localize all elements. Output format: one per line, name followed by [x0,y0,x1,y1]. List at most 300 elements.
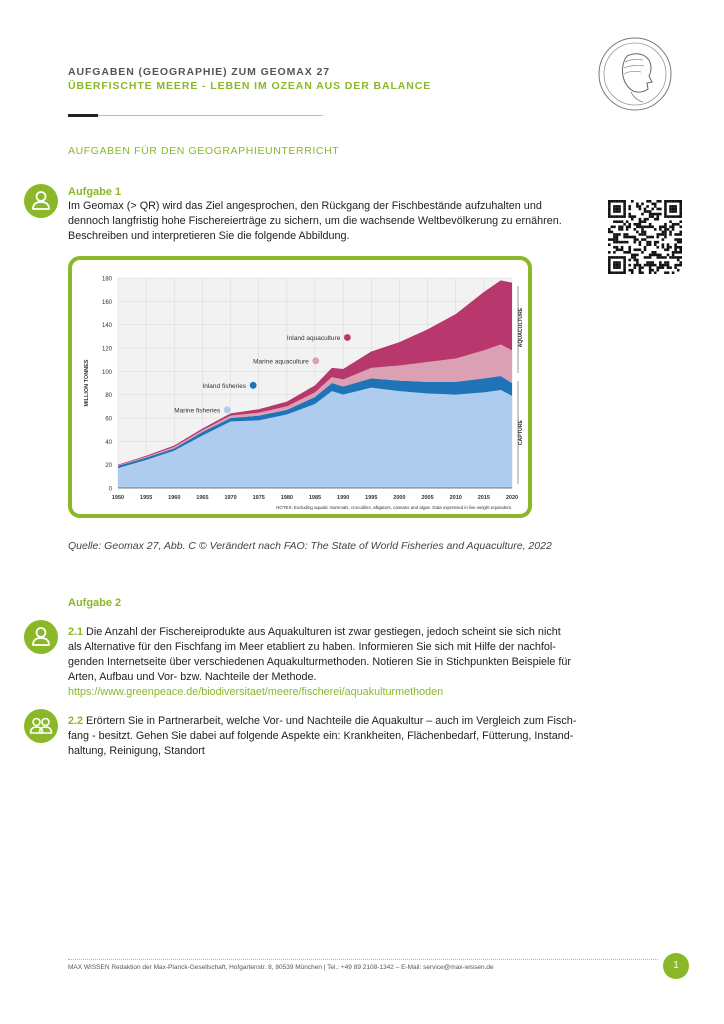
qr-module [651,208,654,211]
x-tick-label: 1950 [111,495,125,501]
qr-finder-module [608,259,611,262]
chart-frame [68,256,532,518]
qr-module [636,231,639,234]
qr-module [628,215,631,218]
qr-finder-module [664,208,667,211]
qr-module [613,233,616,236]
page-header-title: AUFGABEN (GEOGRAPHIE) ZUM GEOMAX 27 [68,66,330,78]
qr-module [613,246,616,249]
qr-module [636,238,639,241]
qr-finder-module [669,210,672,213]
qr-module [639,266,642,269]
x-tick-label: 2020 [505,495,519,501]
qr-module [618,233,621,236]
qr-module [631,269,634,272]
qr-module [621,220,624,223]
qr-module [616,241,619,244]
qr-module [618,248,621,251]
qr-finder-module [616,208,619,211]
qr-module [674,246,677,249]
qr-finder-module [623,266,626,269]
qr-finder-module [667,200,670,203]
qr-module [677,223,680,226]
qr-module [639,243,642,246]
task2-2-line: haltung, Reinigung, Standort [68,745,205,757]
fisheries-aquaculture-chart [72,260,528,514]
qr-module [639,241,642,244]
qr-finder-module [616,261,619,264]
qr-finder-module [608,266,611,269]
qr-module [651,251,654,254]
x-tick-label: 1955 [140,495,153,501]
legend-label: Marine aquaculture [253,358,309,366]
qr-module [644,264,647,267]
qr-module [628,236,631,239]
qr-module [667,254,670,257]
qr-finder-module [679,213,682,216]
task2-2-number: 2.2 [68,715,84,727]
qr-module [639,271,642,274]
qr-finder-module [616,264,619,267]
qr-module [636,248,639,251]
qr-module [636,254,639,257]
qr-module [654,228,657,231]
qr-module [636,203,639,206]
qr-module [654,264,657,267]
qr-finder-module [623,210,626,213]
qr-module [679,220,682,223]
qr-module [656,218,659,221]
task1-line: Beschreiben und interpretieren Sie die folgende Abbildung. [68,230,350,242]
qr-finder-module [613,205,616,208]
qr-finder-module [616,200,619,203]
qr-module [651,213,654,216]
qr-module [667,261,670,264]
y-tick-label: 80 [105,393,112,400]
qr-module [641,203,644,206]
qr-finder-module [608,261,611,264]
qr-module [672,223,675,226]
qr-module [634,266,637,269]
qr-finder-module [618,210,621,213]
qr-module [654,213,657,216]
task1-person-icon [24,184,58,218]
qr-module [674,238,677,241]
qr-module [616,238,619,241]
qr-module [641,226,644,229]
qr-finder-module [616,210,619,213]
x-tick-label: 1965 [196,495,209,501]
qr-finder-module [613,264,616,267]
qr-module [672,271,675,274]
qr-finder-module [611,200,614,203]
y-axis-label: MILLION TONNES [84,359,90,407]
x-tick-label: 1975 [252,495,265,501]
qr-finder-module [618,215,621,218]
task2-1-line: Arten, Aufbau und Vor- bzw. Nachteile der Methode. [68,671,317,683]
qr-module [662,233,665,236]
qr-module [654,254,657,257]
qr-module [662,264,665,267]
qr-finder-module [618,264,621,267]
qr-module [669,226,672,229]
qr-finder-module [623,261,626,264]
qr-finder-module [679,203,682,206]
qr-finder-module [623,256,626,259]
qr-module [649,243,652,246]
y-tick-label: 180 [101,276,112,283]
x-tick-label: 1970 [224,495,237,501]
qr-module [662,238,665,241]
x-tick-label: 1990 [337,495,350,501]
qr-module [631,218,634,221]
qr-module [656,246,659,249]
qr-module [649,200,652,203]
qr-module [677,238,680,241]
qr-module [639,208,642,211]
side-label-aquaculture: AQUACULTURE [518,307,524,348]
qr-module [616,233,619,236]
qr-module [611,238,614,241]
task1-line: dennoch langfristig hohe Fischereierträge zu sichern, um die wachsende Weltbevölkerung zu ernähren. [68,215,562,227]
qr-module [674,264,677,267]
qr-module [679,251,682,254]
qr-module [639,223,642,226]
qr-finder-module [608,203,611,206]
qr-finder-module [613,208,616,211]
header-divider-accent [68,114,98,117]
qr-module [646,200,649,203]
qr-module [654,251,657,254]
qr-module [626,233,629,236]
qr-module [628,248,631,251]
qr-finder-module [608,215,611,218]
qr-module [623,223,626,226]
qr-module [639,233,642,236]
task2-title: Aufgabe 2 [68,597,122,609]
qr-module [608,243,611,246]
footer-divider [68,959,658,960]
qr-module [656,256,659,259]
qr-finder-module [677,200,680,203]
qr-module [679,246,682,249]
qr-module [654,205,657,208]
qr-finder-module [669,205,672,208]
qr-module [651,261,654,264]
qr-module [649,236,652,239]
qr-module [679,256,682,259]
qr-module [656,208,659,211]
qr-module [646,243,649,246]
qr-module [659,254,662,257]
footer-text: MAX WISSEN Redaktion der Max-Planck-Gesellschaft, Hofgartenstr. 8, 80539 München | Tel.: +49 89 2108-1342 – E-Mail: service@max-wissen.de [68,964,494,971]
section-title: AUFGABEN FÜR DEN GEOGRAPHIEUNTERRICHT [68,145,340,157]
qr-finder-module [611,256,614,259]
qr-module [656,266,659,269]
qr-module [644,248,647,251]
qr-finder-module [613,261,616,264]
qr-finder-module [669,208,672,211]
qr-module [616,220,619,223]
qr-finder-module [623,215,626,218]
qr-module [667,271,670,274]
qr-module [659,200,662,203]
qr-module [634,238,637,241]
qr-module [634,248,637,251]
qr-module [623,251,626,254]
qr-module [659,256,662,259]
qr-module [634,254,637,257]
qr-module [639,220,642,223]
qr-module [677,251,680,254]
qr-module [646,205,649,208]
task2-1-text [68,625,608,700]
qr-module [646,210,649,213]
qr-module [656,213,659,216]
qr-finder-module [674,200,677,203]
qr-module [679,264,682,267]
qr-module [616,236,619,239]
qr-finder-module [618,205,621,208]
qr-finder-module [616,266,619,269]
y-tick-label: 0 [108,486,112,493]
qr-module [644,233,647,236]
qr-finder-module [621,256,624,259]
qr-module [634,259,637,262]
x-tick-label: 1960 [168,495,181,501]
qr-finder-module [613,256,616,259]
task2-2-two-persons-icon [24,709,58,743]
qr-module [626,220,629,223]
qr-module [649,241,652,244]
qr-module [611,231,614,234]
qr-module [659,233,662,236]
qr-finder-module [608,210,611,213]
qr-finder-module [664,213,667,216]
qr-finder-module [623,205,626,208]
qr-module [672,228,675,231]
qr-finder-module [664,210,667,213]
qr-module [634,264,637,267]
qr-finder-module [664,215,667,218]
qr-module [656,254,659,257]
task2-2-line: fang - besitzt. Gehen Sie dabei auf folgende Aspekte ein: Krankheiten, Flächenbedarf, Fütterung, Instand- [68,730,574,742]
qr-module [641,266,644,269]
qr-module [649,254,652,257]
qr-finder-module [608,213,611,216]
qr-module [649,210,652,213]
greenpeace-link[interactable]: https://www.greenpeace.de/biodiversitaet/meere/fischerei/aquakulturmethoden [68,686,444,698]
qr-module [628,264,631,267]
qr-module [641,271,644,274]
qr-module [644,238,647,241]
qr-module [656,200,659,203]
qr-module [654,241,657,244]
qr-module [613,251,616,254]
qr-finder-module [613,266,616,269]
qr-module [679,241,682,244]
qr-module [646,261,649,264]
qr-finder-module [677,215,680,218]
qr-module [662,246,665,249]
qr-finder-module [664,203,667,206]
qr-finder-module [618,266,621,269]
qr-module [644,210,647,213]
qr-module [669,246,672,249]
qr-module [669,231,672,234]
qr-module [641,220,644,223]
qr-module [621,226,624,229]
qr-finder-module [679,205,682,208]
qr-module [677,246,680,249]
qr-finder-module [608,208,611,211]
qr-module [664,231,667,234]
qr-module [611,226,614,229]
qr-finder-module [672,215,675,218]
qr-finder-module [679,210,682,213]
qr-module [644,231,647,234]
qr-module [656,241,659,244]
qr-module [646,241,649,244]
qr-module [636,205,639,208]
task2-1-line: genden Internetseite über verschiedenen Aquakulturmethoden. Notieren Sie in Stichpunkten Beispiele für [68,656,571,668]
qr-module [654,218,657,221]
qr-module [664,256,667,259]
qr-module [679,226,682,229]
qr-finder-module [613,200,616,203]
qr-module [628,251,631,254]
qr-module [659,213,662,216]
qr-module [664,261,667,264]
task1-line: Im Geomax (> QR) wird das Ziel angesprochen, den Rückgang der Fischbestände aufzuhalten und [68,200,542,212]
qr-finder-module [608,264,611,267]
legend-marker [250,382,257,389]
qr-module [639,269,642,272]
qr-module [631,215,634,218]
qr-module [641,228,644,231]
qr-finder-module [623,269,626,272]
qr-code[interactable] [608,200,682,274]
x-tick-label: 1985 [308,495,322,501]
qr-module [659,228,662,231]
qr-module [664,264,667,267]
legend-marker [312,357,319,364]
qr-module [649,223,652,226]
qr-module [679,238,682,241]
qr-module [656,233,659,236]
qr-module [613,238,616,241]
y-tick-label: 60 [105,416,112,423]
qr-finder-module [664,205,667,208]
qr-module [636,261,639,264]
x-tick-label: 2015 [477,495,490,501]
task2-1-line: Die Anzahl der Fischereiprodukte aus Aquakulturen ist zwar gestiegen, jedoch scheint sie sich nicht [83,626,561,638]
qr-module [644,218,647,221]
qr-module [639,248,642,251]
qr-module [621,248,624,251]
qr-module [613,241,616,244]
qr-finder-module [608,271,611,274]
qr-finder-module [674,205,677,208]
qr-module [634,228,637,231]
qr-module [644,256,647,259]
qr-module [618,228,621,231]
qr-module [636,264,639,267]
qr-finder-module [664,200,667,203]
qr-module [628,208,631,211]
qr-module [664,271,667,274]
x-tick-label: 1980 [280,495,293,501]
qr-module [656,236,659,239]
qr-module [626,251,629,254]
qr-finder-module [623,200,626,203]
qr-module [651,264,654,267]
qr-module [628,213,631,216]
qr-module [623,241,626,244]
minerva-seal-logo [597,36,673,112]
qr-module [667,266,670,269]
qr-module [628,223,631,226]
legend-label: Inland aquaculture [286,335,341,342]
qr-module [636,259,639,262]
qr-module [677,264,680,267]
qr-module [679,233,682,236]
qr-module [644,226,647,229]
qr-finder-module [618,208,621,211]
qr-finder-module [679,208,682,211]
task1-text [68,199,598,244]
qr-module [646,264,649,267]
qr-module [651,226,654,229]
qr-module [613,226,616,229]
qr-module [639,218,642,221]
qr-module [669,266,672,269]
task2-1-line: als Alternative für den Fischfang im Meer etabliert zu haben. Informieren Sie sich mit Hilfe der nachfol- [68,641,556,653]
qr-finder-module [674,210,677,213]
qr-finder-module [623,259,626,262]
y-tick-label: 120 [101,346,112,353]
qr-module [634,223,637,226]
figure-caption: Quelle: Geomax 27, Abb. C © Verändert nach FAO: The State of World Fisheries and Aquaculture, 2022 [68,540,552,552]
qr-module [618,220,621,223]
qr-finder-module [618,256,621,259]
qr-module [679,248,682,251]
qr-finder-module [618,200,621,203]
qr-module [651,203,654,206]
qr-module [667,228,670,231]
qr-module [674,233,677,236]
qr-module [641,238,644,241]
qr-finder-module [621,200,624,203]
legend-label: Marine fisheries [174,407,221,415]
qr-module [659,226,662,229]
y-tick-label: 160 [101,299,112,306]
qr-module [649,269,652,272]
qr-module [646,218,649,221]
qr-module [679,231,682,234]
qr-module [649,256,652,259]
qr-module [618,241,621,244]
qr-module [669,220,672,223]
qr-module [677,241,680,244]
qr-module [677,256,680,259]
qr-module [623,233,626,236]
qr-module [631,271,634,274]
qr-finder-module [672,200,675,203]
qr-finder-module [623,264,626,267]
qr-module [631,256,634,259]
qr-finder-module [616,205,619,208]
